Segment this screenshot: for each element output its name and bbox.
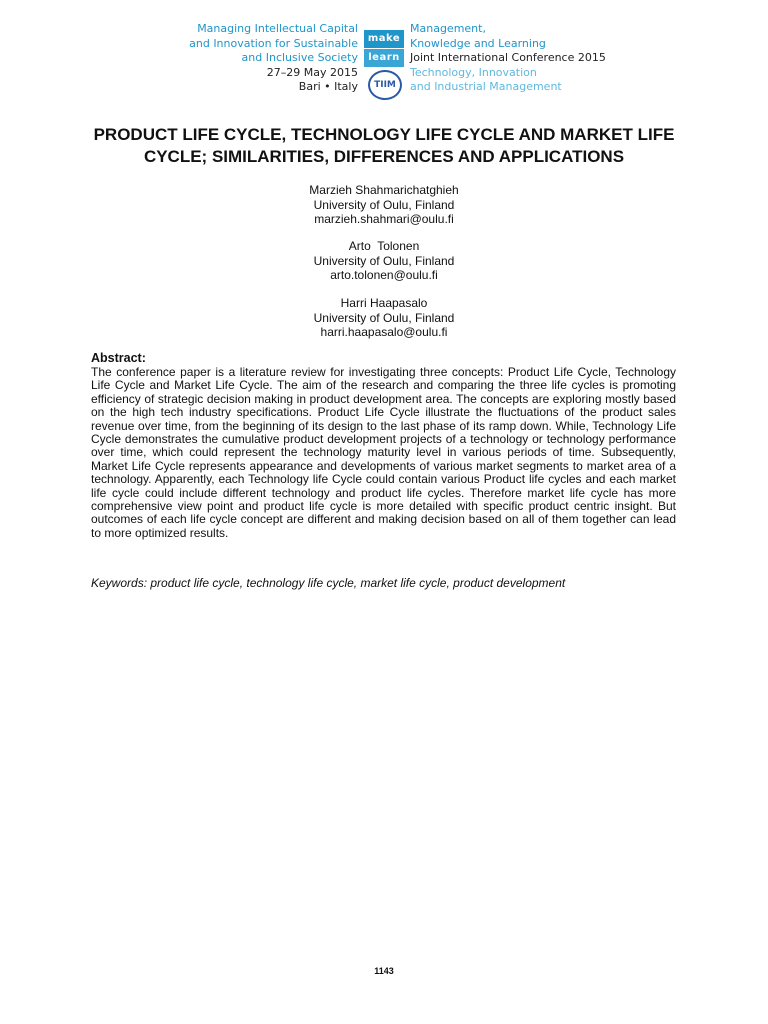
make-learn-tiim-logo bbox=[364, 30, 404, 102]
author-name: Harri Haapasalo bbox=[340, 296, 428, 310]
author-block bbox=[0, 296, 768, 340]
author-email: arto.tolonen@oulu.fi bbox=[330, 268, 438, 282]
abstract-heading: Abstract: bbox=[91, 351, 146, 365]
conference-right-text bbox=[410, 22, 606, 95]
header-right-line: Management, bbox=[410, 22, 486, 35]
logo-learn-tile: learn bbox=[364, 49, 404, 67]
paper-title: PRODUCT LIFE CYCLE, TECHNOLOGY LIFE CYCLE AND MARKET LIFE CYCLE; SIMILARITIES, DIFFERENCES AND APPLICATIONS bbox=[93, 125, 675, 166]
logo-make-tile: make bbox=[364, 30, 404, 48]
conference-header bbox=[0, 22, 768, 104]
page-number: 1143 bbox=[374, 966, 394, 976]
author-name: Marzieh Shahmarichatghieh bbox=[309, 183, 459, 197]
author-affiliation: University of Oulu, Finland bbox=[313, 310, 455, 325]
author-affiliation: University of Oulu, Finland bbox=[313, 253, 455, 268]
header-left-line: and Inclusive Society bbox=[241, 51, 358, 64]
author-block bbox=[0, 183, 768, 227]
header-right-line: Technology, Innovation bbox=[410, 65, 537, 79]
keywords: Keywords: product life cycle, technology life cycle, market life cycle, product development bbox=[91, 576, 566, 590]
author-email: marzieh.shahmari@oulu.fi bbox=[314, 212, 454, 226]
conference-left-text bbox=[189, 22, 358, 95]
header-left-line: Managing Intellectual Capital bbox=[197, 22, 358, 35]
author-name: Arto Tolonen bbox=[348, 239, 420, 253]
header-right-line: Knowledge and Learning bbox=[410, 36, 546, 50]
author-email: harri.haapasalo@oulu.fi bbox=[320, 325, 448, 339]
conference-dates: 27–29 May 2015 bbox=[266, 65, 358, 79]
conference-location: Bari • Italy bbox=[298, 80, 358, 93]
header-left-line: and Innovation for Sustainable bbox=[189, 36, 358, 50]
logo-tiim-badge: TIIM bbox=[368, 70, 402, 100]
header-right-line: and Industrial Management bbox=[410, 80, 562, 93]
author-affiliation: University of Oulu, Finland bbox=[313, 197, 455, 212]
author-block bbox=[0, 239, 768, 283]
abstract-text: The conference paper is a literature review for investigating three concepts: Product Life Cycle, Technology Life Cycle and Market Life Cycle. The aim of the research and comparing the three life cycles is promoting efficiency of strategic decision making in product development area. The concepts are exploring mostly based on the high tech industry specifications. Product Life Cycle illustrate the fluctuations of the product sales revenue over time, from the beginning of its design to the last phase of its ramp down. While, Technology Life Cycle demonstrates the cumulative product development projects of a technology or technology performance over time, which could represent the technology maturity level in various periods of time. Subsequently, Market Life Cycle represents appearance and developments of various market segments to market area of a technology. Apparently, each Technology life Cycle could contain various Product life cycles and each market life cycle could include different technology and product life cycles. Therefore market life cycle has more comprehensive view point and product life cycle is more detailed with specific product centric insight. But outcomes of each life cycle concept are different and making decision based on all of them together can lead to more optimized results. bbox=[91, 365, 676, 540]
header-right-line: Joint International Conference 2015 bbox=[410, 51, 606, 64]
